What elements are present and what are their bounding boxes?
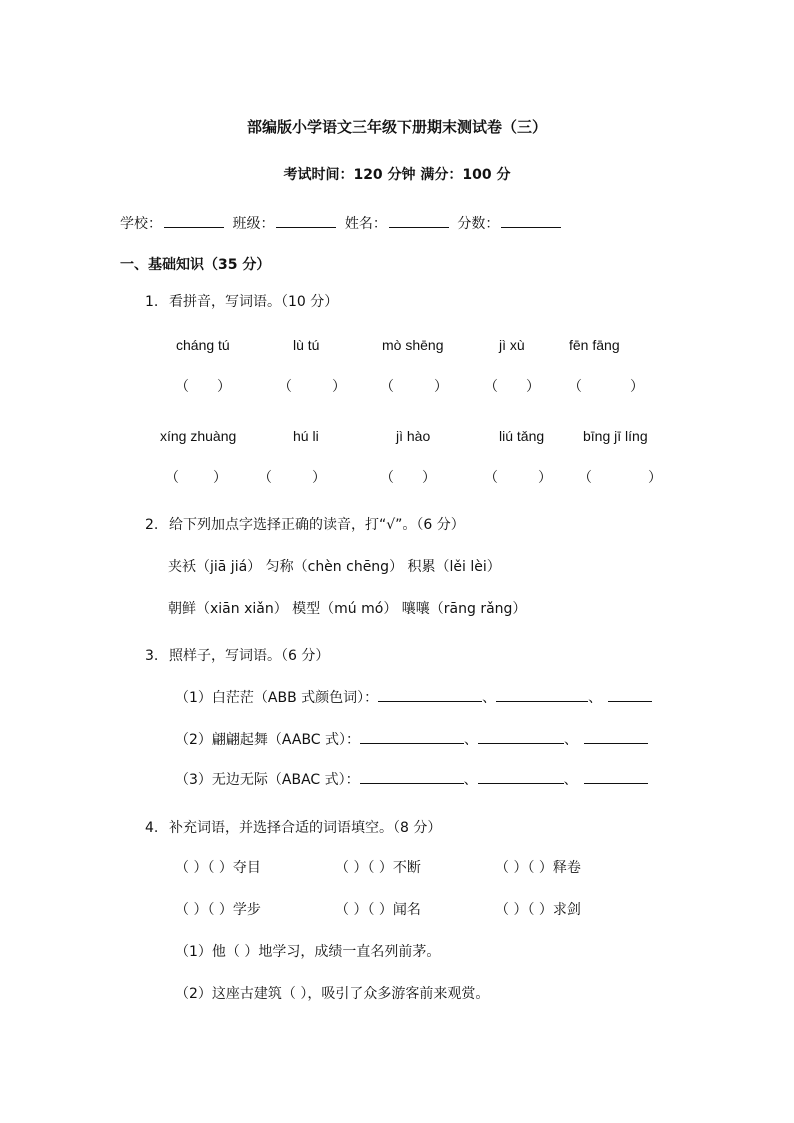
question-3 xyxy=(145,645,329,665)
class-blank[interactable] xyxy=(276,213,336,228)
answer-box-6[interactable]: （ ） xyxy=(165,470,227,486)
idiom-fill-3[interactable]: （ ）（ ）释卷 xyxy=(495,860,581,876)
pattern-item-1: （1）白茫茫（ABB 式颜色词）： 、 、 xyxy=(175,687,652,707)
pattern-2-blank-3[interactable] xyxy=(584,729,648,744)
school-blank[interactable] xyxy=(164,213,224,228)
name-blank[interactable] xyxy=(389,213,449,228)
score-label: 分数： xyxy=(457,216,500,232)
school-label: 学校： xyxy=(120,216,162,232)
question-3-number: 3. xyxy=(145,648,159,664)
pattern-item-1-label: （1）白茫茫（ABB 式颜色词）： xyxy=(175,690,379,706)
page-title: 部编版小学语文三年级下册期末测试卷（三） xyxy=(246,118,547,136)
answer-box-4[interactable]: （ ） xyxy=(484,379,540,395)
pattern-item-2-label: （2）翩翩起舞（AABC 式）： xyxy=(175,732,361,748)
section-1-title: 一、基础知识（35 分） xyxy=(120,257,271,273)
question-2-text: 给下列加点字选择正确的读音，打“√”。（6 分） xyxy=(169,517,465,533)
idiom-fill-1[interactable]: （ ）（ ）夺目 xyxy=(175,860,261,876)
pattern-item-3-label: （3）无边无际（ABAC 式）： xyxy=(175,772,360,788)
name-label: 姓名： xyxy=(344,216,387,232)
idiom-fill-4[interactable]: （ ）（ ）学步 xyxy=(175,902,261,918)
class-label: 班级： xyxy=(232,216,275,232)
answer-box-2[interactable]: （ ） xyxy=(278,379,346,395)
pinyin-6: xíng zhuàng xyxy=(160,428,237,444)
answer-box-1[interactable]: （ ） xyxy=(175,379,231,395)
answer-box-5[interactable]: （ ） xyxy=(568,379,644,395)
question-4-text: 补充词语，并选择合适的词语填空。（8 分） xyxy=(169,820,442,836)
pinyin-5: fēn fāng xyxy=(569,337,620,353)
pinyin-9: liú tǎng xyxy=(499,428,545,444)
exam-meta: 考试时间：120 分钟 满分：100 分 xyxy=(283,167,511,183)
pattern-3-blank-1[interactable] xyxy=(360,769,464,784)
fill-sentence-1[interactable]: （1）他（ ）地学习，成绩一直名列前茅。 xyxy=(175,944,441,960)
idiom-fill-5[interactable]: （ ）（ ）闻名 xyxy=(335,902,421,918)
question-1 xyxy=(145,291,338,311)
question-1-text: 看拼音，写词语。（10 分） xyxy=(169,294,339,310)
pattern-item-2: （2）翩翩起舞（AABC 式）： 、 、 xyxy=(175,729,648,749)
pinyin-8: jì hào xyxy=(396,428,431,444)
pattern-2-blank-2[interactable] xyxy=(478,729,564,744)
question-4 xyxy=(145,817,441,837)
answer-box-9[interactable]: （ ） xyxy=(484,470,552,486)
question-1-number: 1. xyxy=(145,294,159,310)
pinyin-4: jì xù xyxy=(499,337,525,353)
pinyin-3: mò shēng xyxy=(382,337,444,353)
pinyin-2: lù tú xyxy=(293,337,320,353)
pattern-3-blank-3[interactable] xyxy=(584,769,648,784)
answer-box-8[interactable]: （ ） xyxy=(380,470,436,486)
question-2 xyxy=(145,514,465,534)
reading-choice-line-1[interactable]: 夹袄（jiā jiá） 匀称（chèn chēng） 积累（lěi lèi） xyxy=(168,559,501,575)
reading-choice-line-2[interactable]: 朝鲜（xiān xiǎn） 模型（mú mó） 嚷嚷（rāng rǎng） xyxy=(168,601,527,617)
pinyin-10: bīng jī líng xyxy=(583,428,648,444)
fill-sentence-2[interactable]: （2）这座古建筑（ ），吸引了众多游客前来观赏。 xyxy=(175,986,490,1002)
pattern-1-blank-1[interactable] xyxy=(378,687,482,702)
question-3-text: 照样子，写词语。（6 分） xyxy=(169,648,330,664)
idiom-fill-6[interactable]: （ ）（ ）求剑 xyxy=(495,902,581,918)
pattern-3-blank-2[interactable] xyxy=(478,769,564,784)
question-4-number: 4. xyxy=(145,820,159,836)
pattern-1-blank-2[interactable] xyxy=(496,687,588,702)
answer-box-3[interactable]: （ ） xyxy=(380,379,448,395)
student-info-row xyxy=(120,213,565,233)
idiom-fill-2[interactable]: （ ）（ ）不断 xyxy=(335,860,421,876)
pinyin-1: cháng tú xyxy=(176,337,230,353)
pinyin-7: hú li xyxy=(293,428,319,444)
score-blank[interactable] xyxy=(501,213,561,228)
answer-box-10[interactable]: （ ） xyxy=(578,470,662,486)
pattern-1-blank-3[interactable] xyxy=(608,687,652,702)
question-2-number: 2. xyxy=(145,517,159,533)
pattern-item-3: （3）无边无际（ABAC 式）： 、 、 xyxy=(175,769,648,789)
answer-box-7[interactable]: （ ） xyxy=(258,470,326,486)
pattern-2-blank-1[interactable] xyxy=(360,729,464,744)
